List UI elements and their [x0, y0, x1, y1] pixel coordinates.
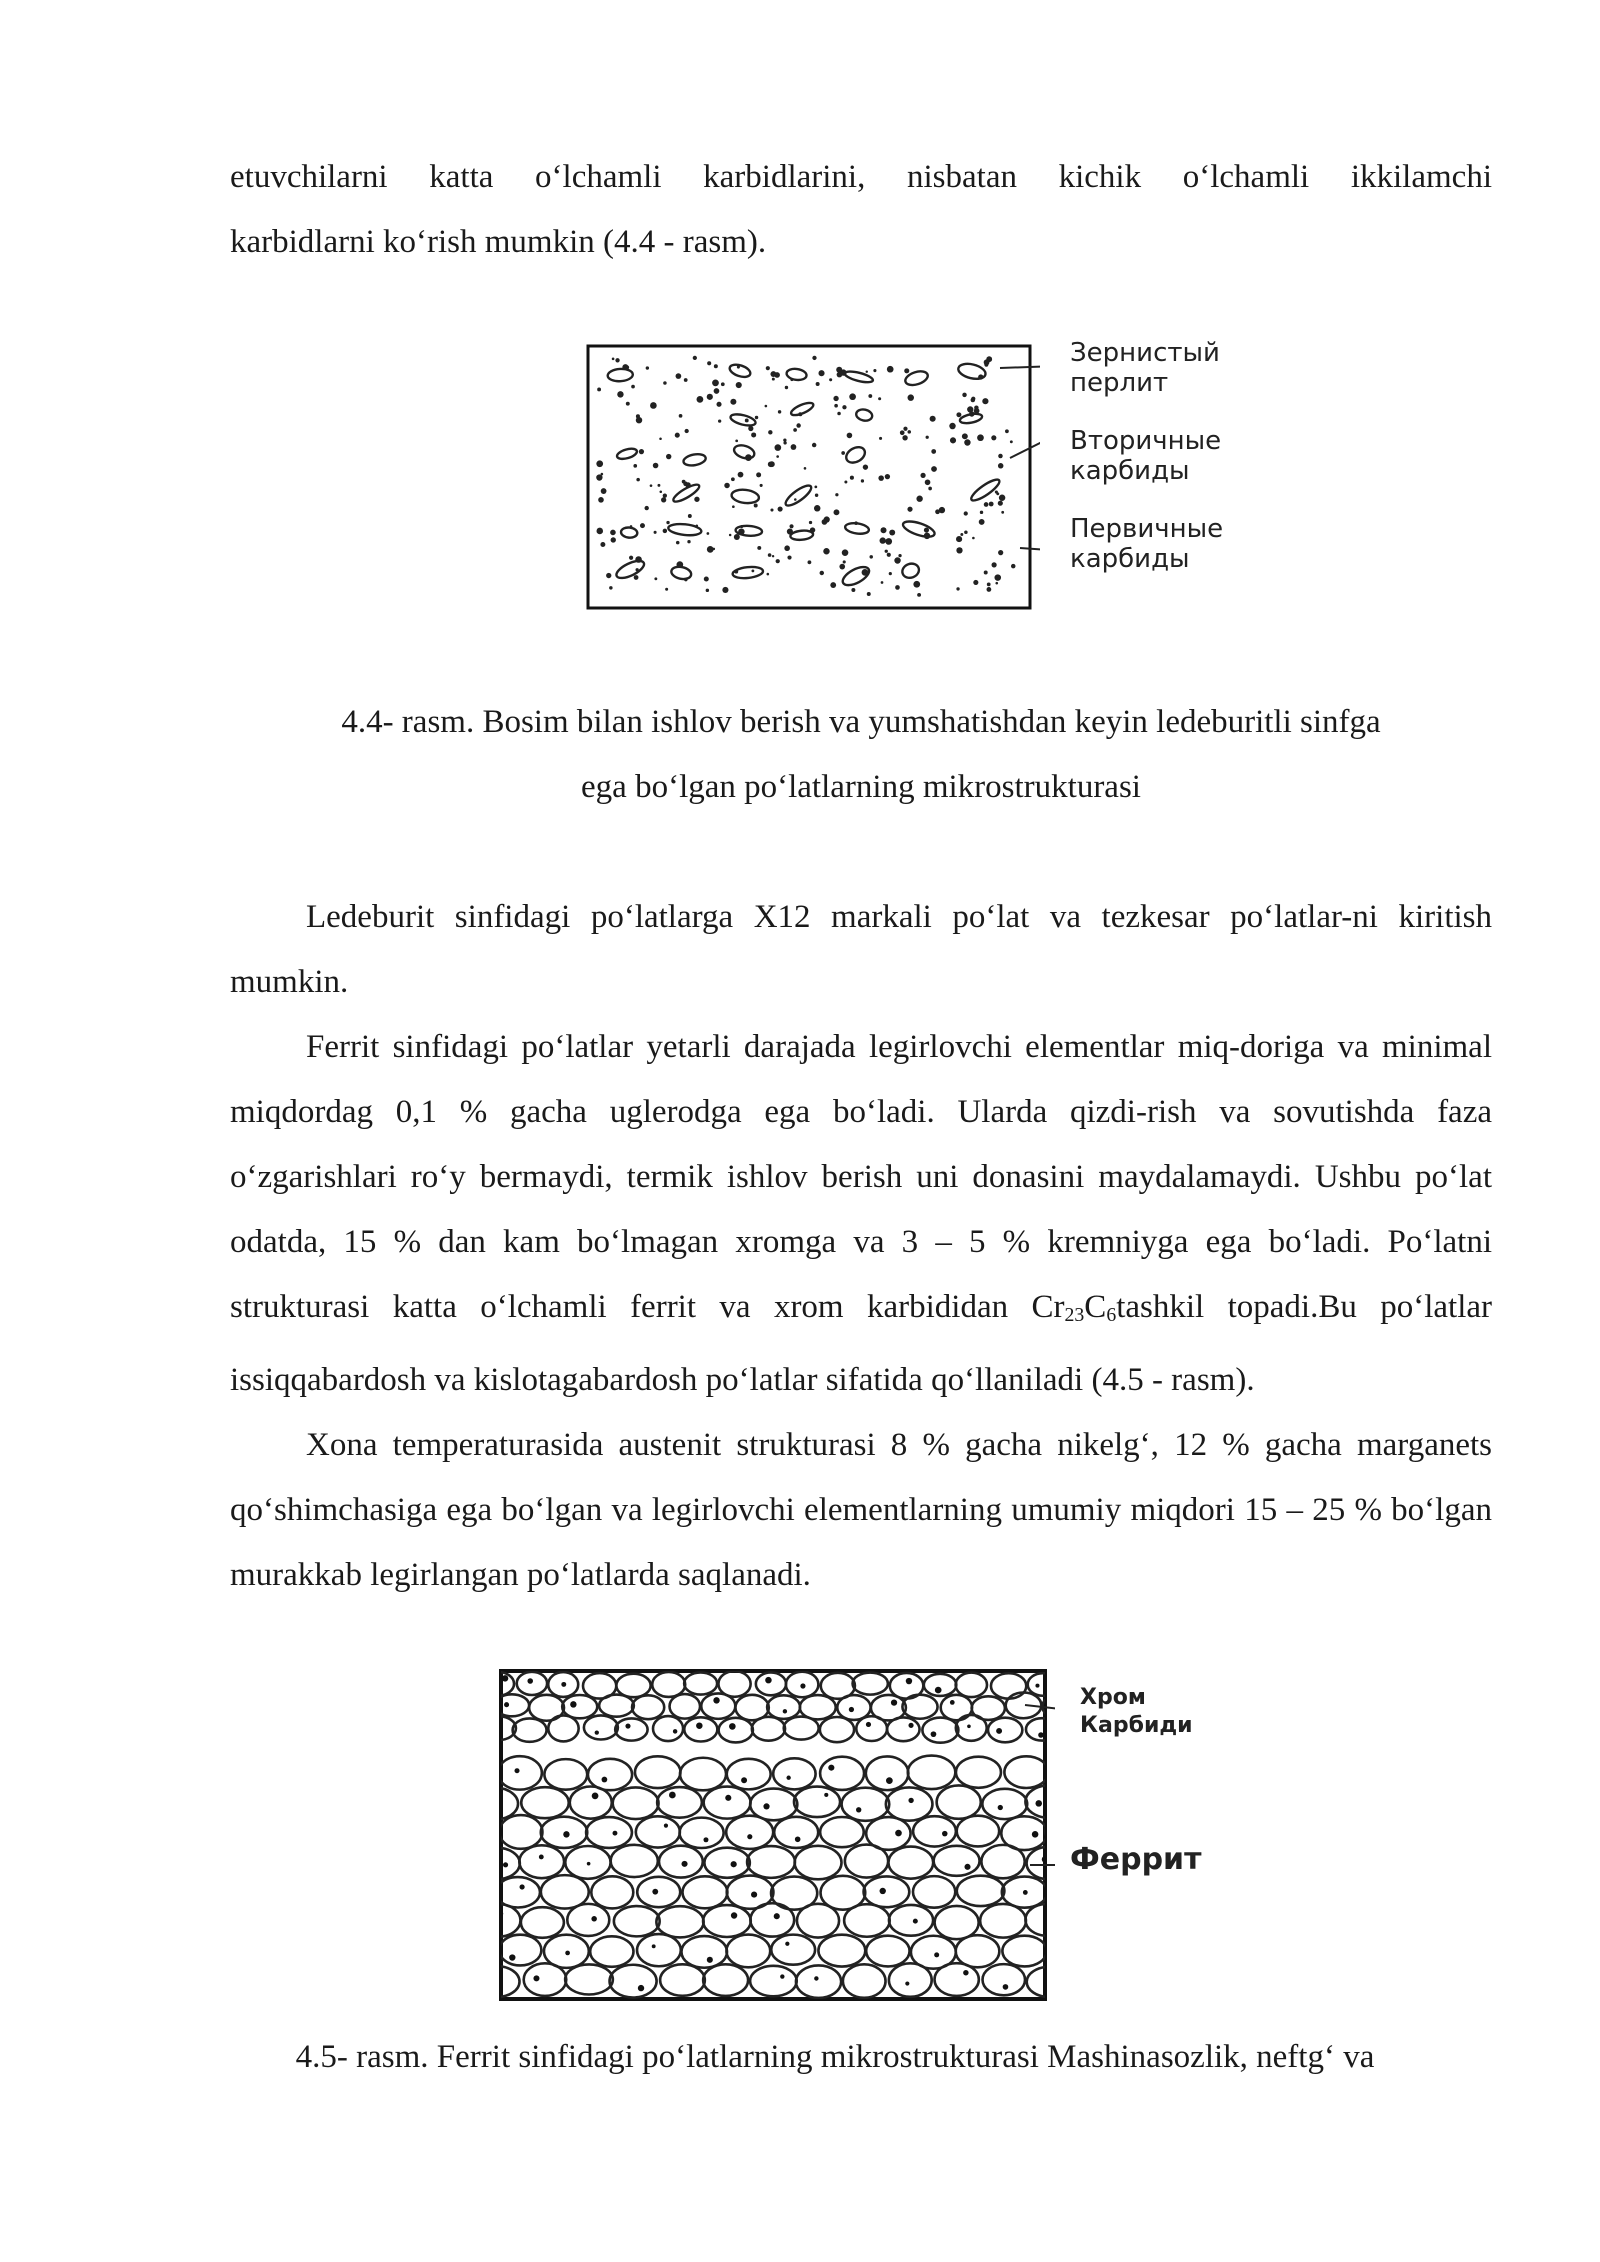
- paragraph-3: [230, 1015, 1492, 1413]
- label-primary-carbides-1: Первичные: [1070, 514, 1224, 544]
- paragraph-1: [230, 145, 1492, 275]
- label-chromium-carbides-2: Карбиди: [1080, 1713, 1193, 1738]
- label-secondary-carbides-1: Вторичные: [1070, 426, 1222, 456]
- label-ferrite: Феррит: [1070, 1842, 1202, 1877]
- figure-4-5-micrograph: [495, 1665, 1055, 2005]
- body-text: [230, 885, 1492, 1608]
- figure-4-4-caption-line-2: ega bo‘lgan po‘latlarning mikrostrukturasi: [581, 769, 1141, 805]
- figure-4-5: [495, 1665, 1225, 2005]
- subscript-6: 6: [1106, 1303, 1117, 1326]
- label-chromium-carbides-1: Хром: [1080, 1685, 1146, 1710]
- figure-4-4-micrograph: [580, 338, 1040, 618]
- paragraph-1-line-2: karbidlarni ko‘rish mumkin (4.4 - rasm).: [230, 224, 767, 260]
- paragraph-3-text-c: C: [1084, 1289, 1107, 1325]
- paragraph-2: Ledeburit sinfidagi po‘latlarga X12 markali po‘lat va tezkesar po‘latlar-ni kiritish mumkin.: [230, 899, 1492, 1000]
- paragraph-3-text-a: Ferrit sinfidagi po‘latlar yetarli darajada legirlovchi elementlar miq-doriga va minimal miqdordag 0,1 % gacha uglerodga ega bo‘ladi. Ularda qizdi-rish va sovutishda faza o‘zgarishlari ro‘y bermaydi, termik ishlov berish uni donasini maydalamaydi. Ushbu po‘lat odatda, 15 % dan kam bo‘lmagan xromga va 3 – 5 % kremniyga ega bo‘ladi. Po‘latni strukturasi katta o‘lchamli ferrit va xrom karbididan Cr: [230, 1029, 1492, 1325]
- paragraph-4: Xona temperaturasida austenit strukturasi 8 % gacha nikelg‘, 12 % gacha marganets qo‘shimchasiga ega bo‘lgan va legirlovchi elementlarning umumiy miqdori 15 – 25 % bo‘lgan murakkab legirlangan po‘latlarda saqlanadi.: [230, 1426, 1492, 1593]
- paragraph-1-line-1: etuvchilarni katta o‘lchamli karbidlarini, nisbatan kichik o‘lchamli ikkilamchi: [230, 159, 1492, 195]
- label-granular-pearlite-2: перлит: [1070, 368, 1169, 398]
- label-primary-carbides-2: карбиды: [1070, 544, 1190, 574]
- figure-4-5-caption: 4.5- rasm. Ferrit sinfidagi po‘latlarning mikrostrukturasi Mashinasozlik, neftg‘ va: [295, 2039, 1375, 2075]
- label-granular-pearlite-1: Зернистый: [1070, 338, 1220, 368]
- figure-4-4-caption-line-1: 4.4- rasm. Bosim bilan ishlov berish va yumshatishdan keyin ledeburitli sinfga: [341, 704, 1381, 740]
- paragraph-3-text-b: tashkil topadi.Bu po‘latlar issiqqabardosh va kislotagabardosh po‘latlar sifatida qo‘llaniladi (4.5 - rasm).: [230, 1289, 1492, 1398]
- label-secondary-carbides-2: карбиды: [1070, 456, 1190, 486]
- figure-4-4-caption: [230, 690, 1492, 820]
- subscript-23: 23: [1064, 1303, 1085, 1326]
- figure-4-4: [580, 338, 1260, 618]
